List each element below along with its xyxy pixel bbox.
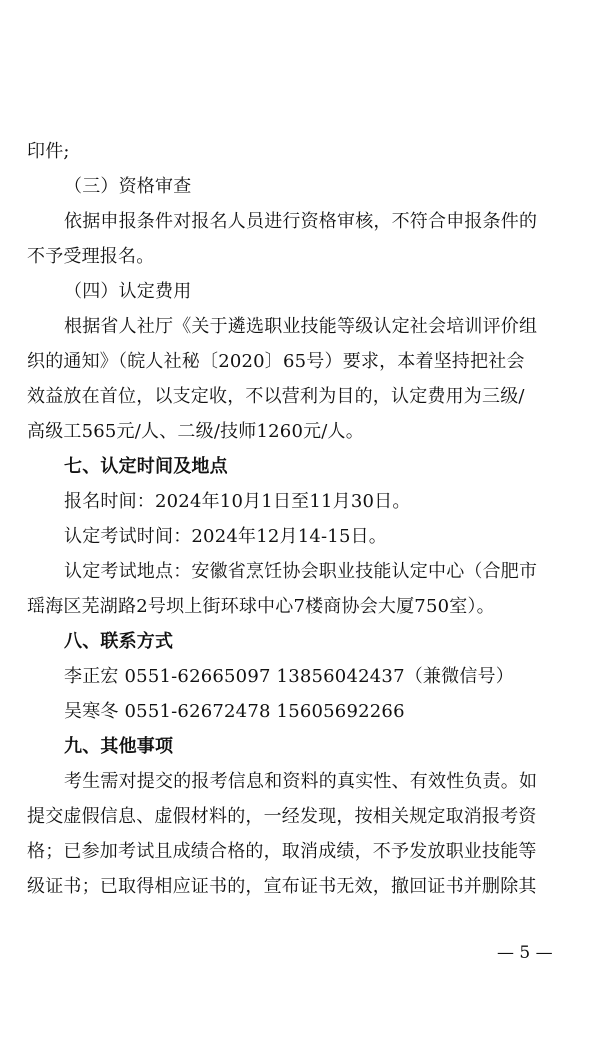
text-line: 认定考试地点：安徽省烹饪协会职业技能认定中心（合肥市 (64, 561, 538, 582)
section-heading: （三）资格审查 (64, 176, 192, 197)
text-line: 织的通知》（皖人社秘〔2020〕65号）要求，本着坚持把社会 (27, 351, 525, 372)
text-line: 依据申报条件对报名人员进行资格审核，不符合申报条件的 (64, 211, 538, 232)
text-line: 级证书；已取得相应证书的，宣布证书无效，撤回证书并删除其 (27, 876, 537, 897)
contact-line: 吴寒冬 0551-62672478 15605692266 (64, 701, 405, 722)
text-line: 不予受理报名。 (27, 246, 155, 267)
text-line: 根据省人社厅《关于遴选职业技能等级认定社会培训评价组 (64, 316, 538, 337)
text-line: 报名时间：2024年10月1日至11月30日。 (64, 491, 411, 512)
text-line: 格；已参加考试且成绩合格的，取消成绩，不予发放职业技能等 (27, 841, 537, 862)
text-line: 印件; (27, 141, 70, 162)
contact-line: 李正宏 0551-62665097 13856042437（兼微信号） (64, 666, 514, 687)
text-line: 效益放在首位，以支定收，不以营利为目的，认定费用为三级/ (27, 386, 525, 407)
section-heading: 八、联系方式 (64, 631, 174, 652)
text-line: 高级工565元/人、二级/技师1260元/人。 (27, 421, 364, 442)
text-line: 提交虚假信息、虚假材料的，一经发现，按相关规定取消报考资 (27, 806, 537, 827)
page-number: — 5 — (497, 943, 553, 963)
text-line: 瑶海区芜湖路2号坝上街环球中心7楼商协会大厦750室）。 (27, 596, 495, 617)
section-heading: 九、其他事项 (64, 736, 174, 757)
text-line: 认定考试时间：2024年12月14-15日。 (64, 526, 388, 547)
section-heading: 七、认定时间及地点 (64, 456, 228, 477)
section-heading: （四）认定费用 (64, 281, 192, 302)
text-line: 考生需对提交的报考信息和资料的真实性、有效性负责。如 (64, 771, 538, 792)
